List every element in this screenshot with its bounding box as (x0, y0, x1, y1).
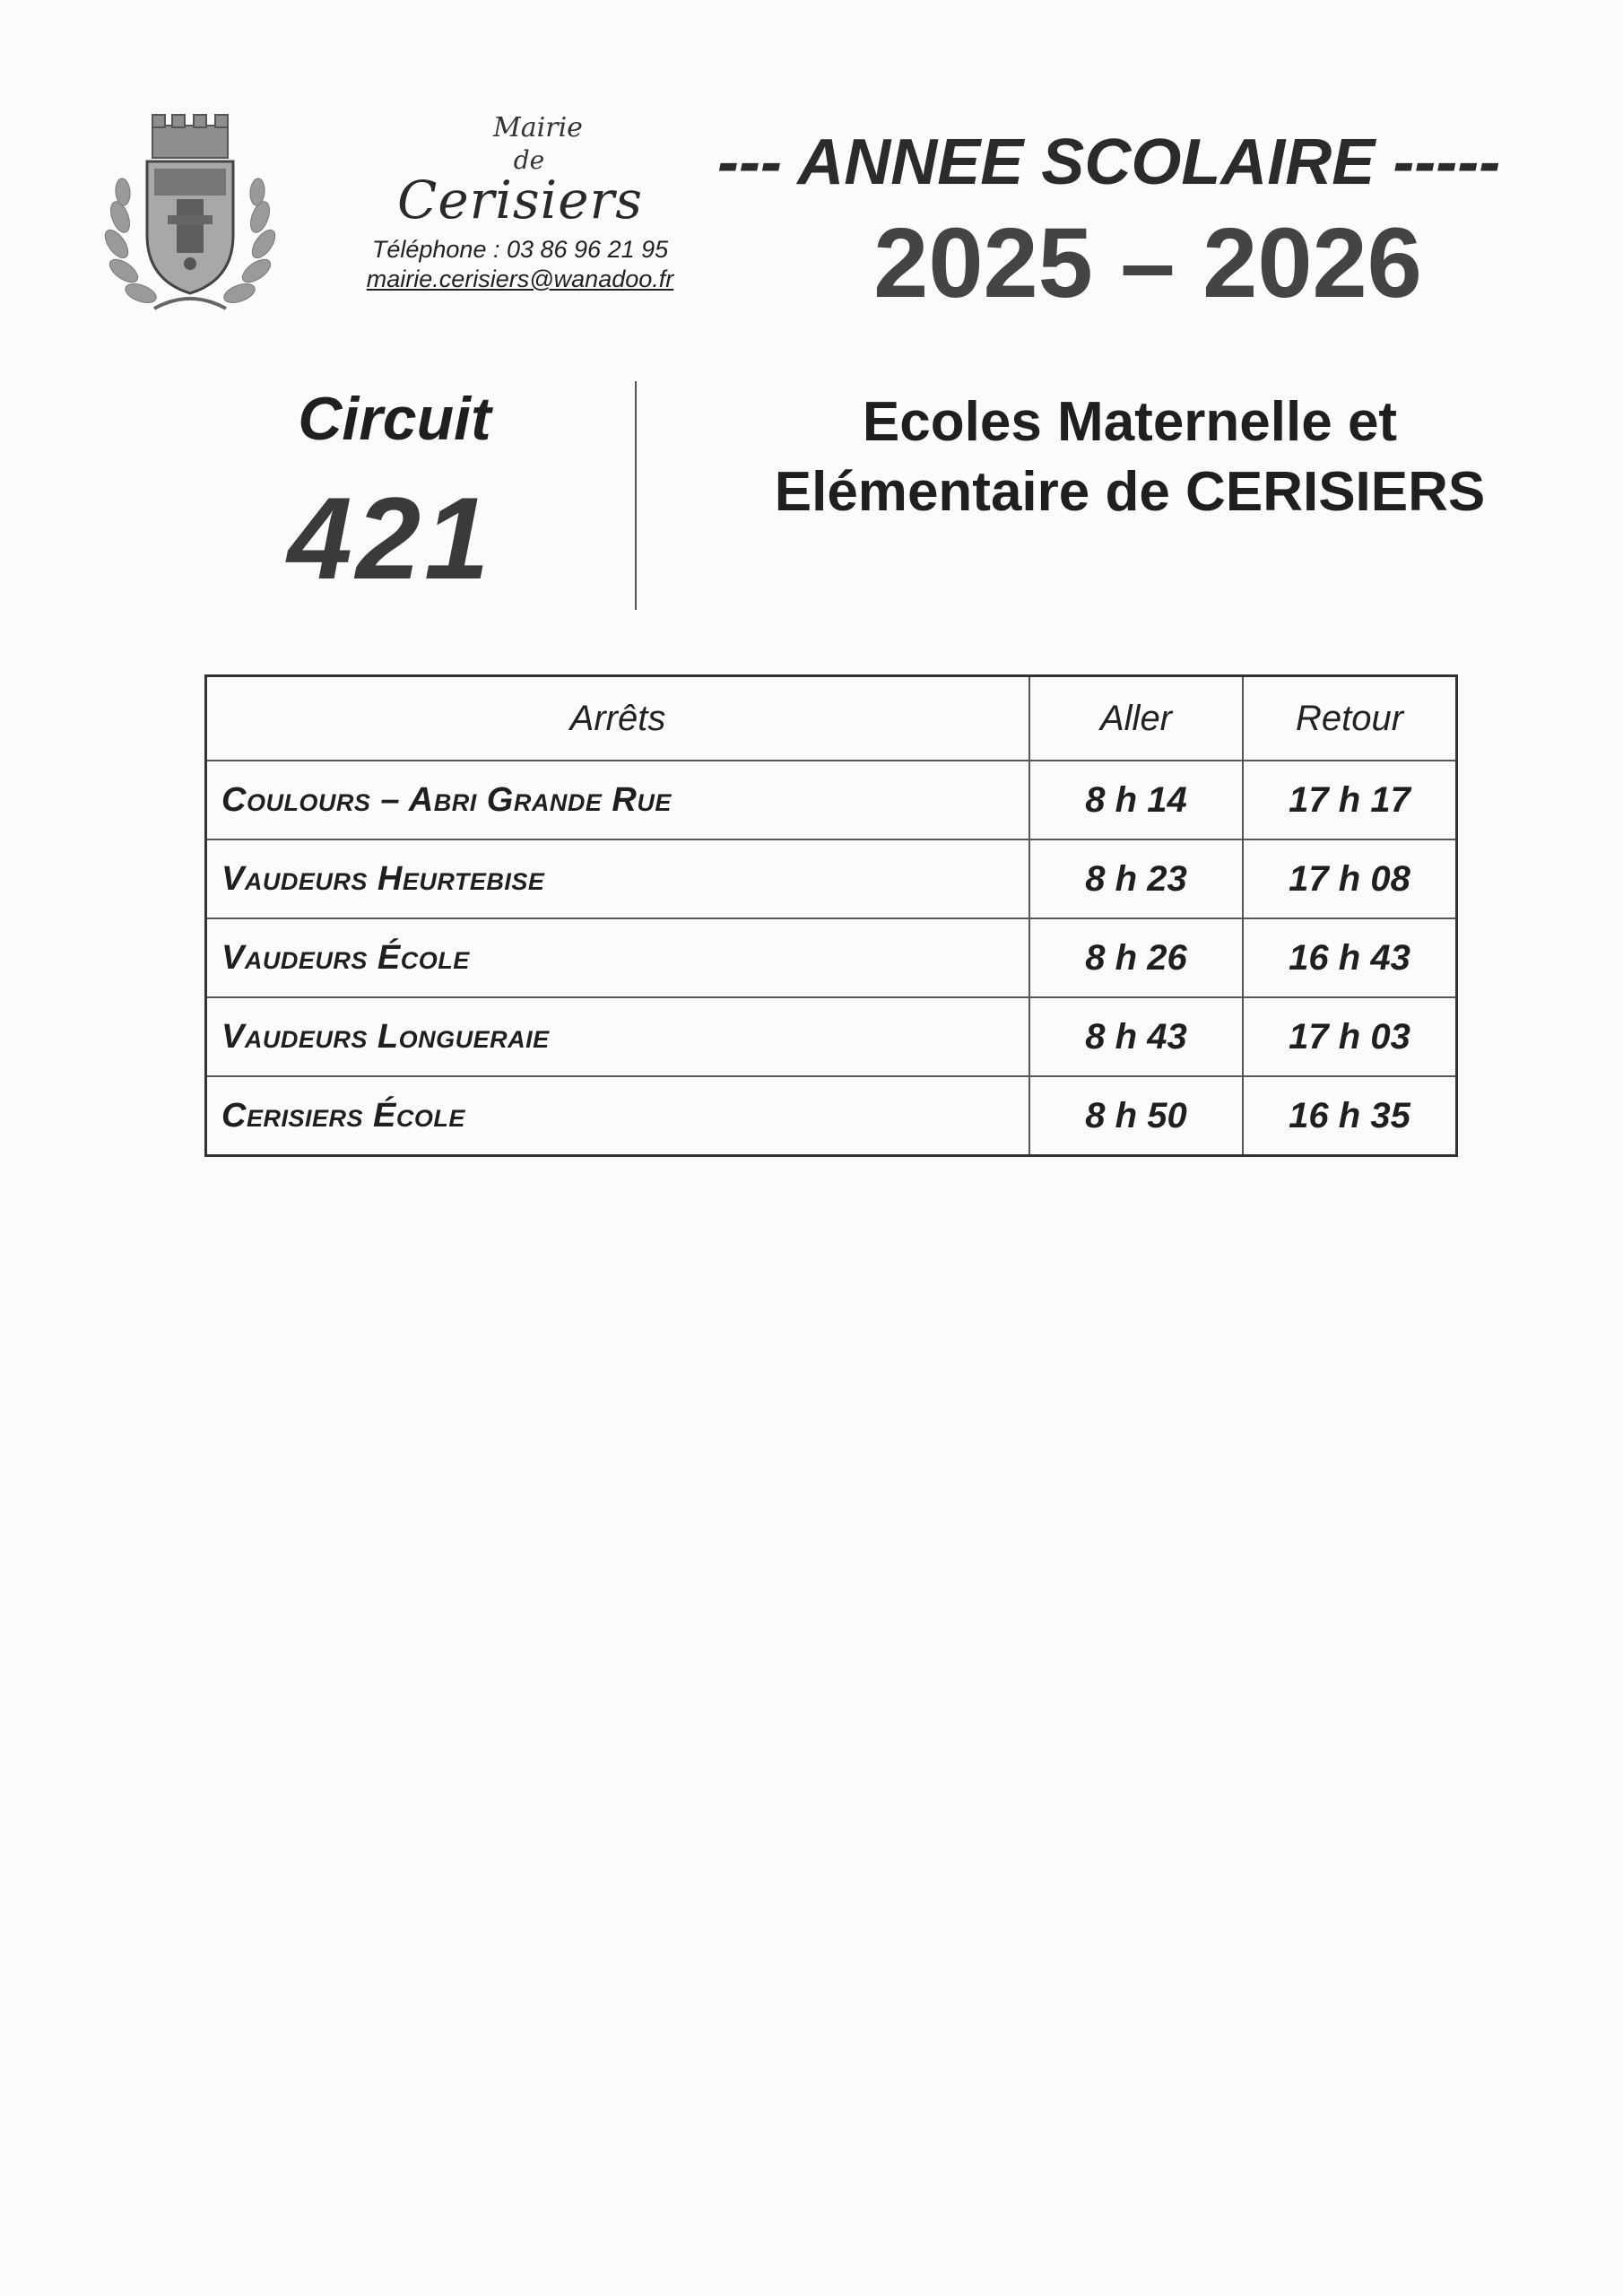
stop-name: Vaudeurs Longueraie (206, 997, 1030, 1076)
table-row (206, 918, 1457, 997)
header-aller: Aller (1029, 676, 1243, 761)
telephone: Téléphone : 03 86 96 21 95 (371, 236, 669, 263)
table-row (206, 839, 1457, 918)
header-retour: Retour (1243, 676, 1457, 761)
retour-time: 17 h 08 (1243, 839, 1457, 918)
table-header-row (206, 676, 1457, 761)
circuit-number: 421 (287, 473, 493, 604)
retour-time: 16 h 43 (1243, 918, 1457, 997)
mairie-title: Mairie (493, 112, 583, 144)
school-year-range: 2025 – 2026 (873, 208, 1422, 318)
schedule-table (204, 674, 1458, 1157)
stop-name: Coulours – Abri Grande Rue (206, 761, 1030, 839)
school-year-title: --- ANNEE SCOLAIRE ----- (717, 126, 1501, 198)
stop-name: Vaudeurs Heurtebise (206, 839, 1030, 918)
retour-time: 17 h 03 (1243, 997, 1457, 1076)
aller-time: 8 h 23 (1029, 839, 1243, 918)
mairie-de: de (513, 145, 545, 175)
circuit-label: Circuit (298, 385, 491, 453)
coat-of-arms-icon (100, 109, 280, 325)
school-name-line1: Ecoles Maternelle et (862, 391, 1398, 453)
school-name (681, 387, 1578, 527)
retour-time: 16 h 35 (1243, 1076, 1457, 1156)
aller-time: 8 h 14 (1029, 761, 1243, 839)
aller-time: 8 h 50 (1029, 1076, 1243, 1156)
stop-name: Cerisiers École (206, 1076, 1030, 1156)
vertical-divider (635, 381, 637, 610)
table-row (206, 761, 1457, 839)
table-row (206, 997, 1457, 1076)
mairie-header (354, 112, 686, 293)
stop-name: Vaudeurs École (206, 918, 1030, 997)
header-stops: Arrêts (206, 676, 1030, 761)
email-link[interactable]: mairie.cerisiers@wanadoo.fr (366, 265, 674, 292)
school-name-line2: Elémentaire de CERISIERS (774, 461, 1486, 523)
retour-time: 17 h 17 (1243, 761, 1457, 839)
aller-time: 8 h 26 (1029, 918, 1243, 997)
aller-time: 8 h 43 (1029, 997, 1243, 1076)
town-name: Cerisiers (396, 170, 644, 230)
table-row (206, 1076, 1457, 1156)
